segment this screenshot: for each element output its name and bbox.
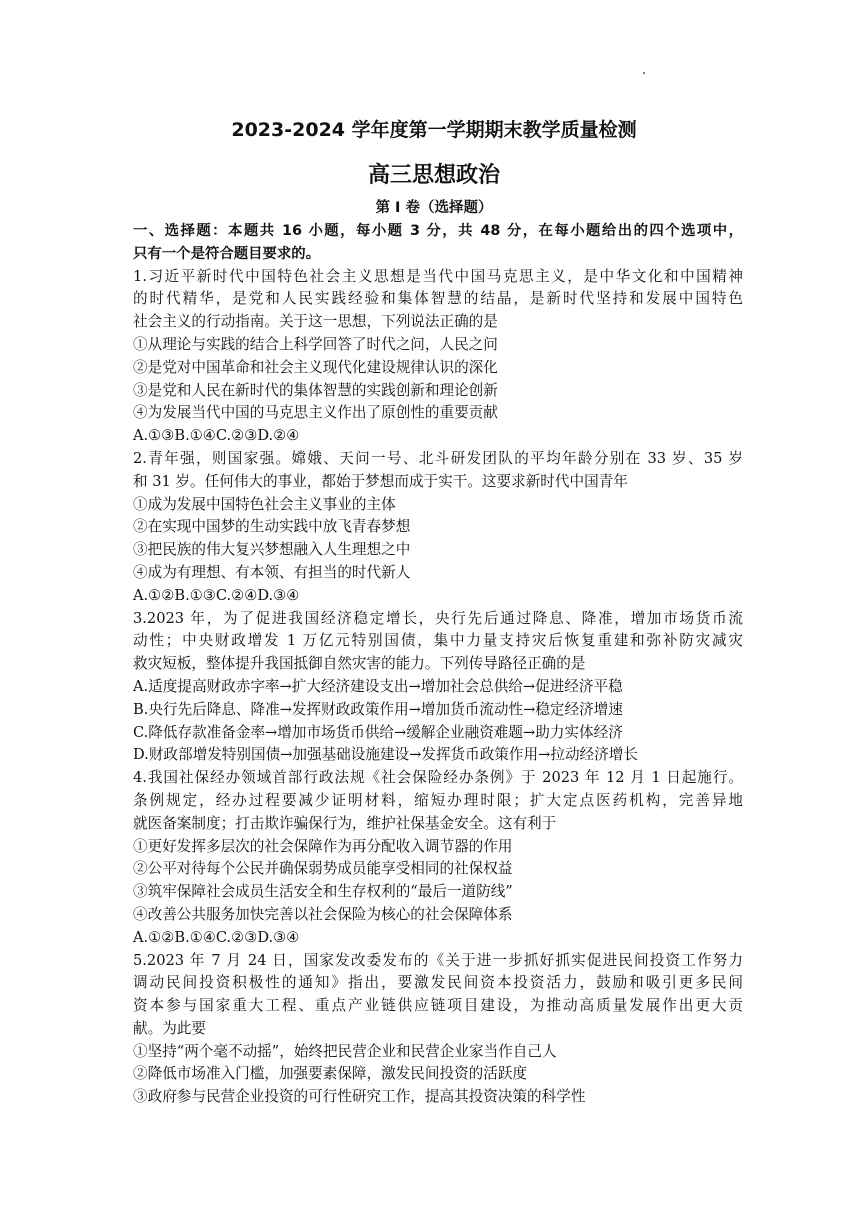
question-stem-line: 3.2023 年，为了促进我国经济稳定增长，央行先后通过降息、降准，增加市场货币流 [133, 609, 743, 627]
question-option: ③把民族的伟大复兴梦想融入人生理想之中 [133, 541, 411, 559]
question-option: B.央行先后降息、降准→发挥财政政策作用→增加货币流动性→稳定经济增速 [133, 700, 623, 718]
question-2 [133, 448, 743, 608]
question-4 [133, 767, 743, 949]
question-stem-line: 的时代精华，是党和人民实践经验和集体智慧的结晶，是新时代坚持和发展中国特色 [133, 290, 743, 308]
question-option: ④改善公共服务加快完善以社会保险为核心的社会保障体系 [133, 905, 513, 923]
question-stem-line: 2.青年强，则国家强。嫦娥、天问一号、北斗研发团队的平均年龄分别在 33 岁、35 岁 [133, 449, 743, 467]
question-stem-line: 调动民间投资积极性的通知》指出，要激发民间资本投资活力，鼓励和吸引更多民间 [133, 974, 743, 992]
question-stem-line: 就医备案制度；打击欺诈骗保行为，维护社保基金安全。这有利于 [133, 814, 557, 832]
question-option: ①坚持“两个毫不动摇”，始终把民营企业和民营企业家当作自己人 [133, 1042, 557, 1060]
question-option: ②是党对中国革命和社会主义现代化建设规律认识的深化 [133, 358, 498, 376]
question-stem-line: 社会主义的行动指南。关于这一思想，下列说法正确的是 [133, 313, 498, 331]
question-option: C.降低存款准备金率→增加市场货币供给→缓解企业融资难题→助力实体经济 [133, 723, 623, 741]
question-option: ①更好发挥多层次的社会保障作为再分配收入调节器的作用 [133, 837, 513, 855]
question-1 [133, 266, 743, 448]
subject-title: 高三思想政治 [367, 163, 500, 188]
question-stem-line: 1.习近平新时代中国特色社会主义思想是当代中国马克思主义，是中华文化和中国精神 [133, 267, 743, 285]
exam-title: 2023-2024 学年度第一学期期末教学质量检测 [231, 119, 637, 141]
question-option: ③政府参与民营企业投资的可行性研究工作，提高其投资决策的科学性 [133, 1088, 586, 1106]
question-stem-line: 献。为此要 [133, 1019, 206, 1037]
corner-dot [643, 72, 645, 74]
question-stem-line: 资本参与国家重大工程、重点产业链供应链项目建设，为推动高质量发展作出更大贡 [133, 997, 743, 1015]
question-stem-line: 5.2023 年 7 月 24 日，国家发改委发布的《关于进一步抓好抓实促进民间投资工作努力 [133, 951, 743, 969]
section-instruction [133, 220, 743, 266]
instruction-line: 一、选择题：本题共 16 小题，每小题 3 分，共 48 分，在每小题给出的四个选项中， [133, 223, 743, 239]
question-stem-line: 救灾短板，整体提升我国抵御自然灾害的能力。下列传导路径正确的是 [133, 655, 586, 673]
answer-choices: A.①②B.①④C.②③D.③④ [133, 928, 300, 946]
part-title: 第 I 卷（选择题） [375, 200, 493, 216]
question-option: ①从理论与实践的结合上科学回答了时代之问，人民之问 [133, 335, 498, 353]
question-option: ②公平对待每个公民并确保弱势成员能享受相同的社保权益 [133, 860, 513, 878]
question-option: A.适度提高财政赤字率→扩大经济建设支出→增加社会总供给→促进经济平稳 [133, 677, 623, 695]
question-5 [133, 950, 743, 1110]
question-stem-line: 和 31 岁。任何伟大的事业，都始于梦想而成于实干。这要求新时代中国青年 [133, 472, 628, 490]
answer-choices: A.①③B.①④C.②③D.②④ [133, 427, 300, 445]
question-option: ①成为发展中国特色社会主义事业的主体 [133, 495, 396, 513]
question-option: ④为发展当代中国的马克思主义作出了原创性的重要贡献 [133, 404, 498, 422]
question-option: ③是党和人民在新时代的集体智慧的实践创新和理论创新 [133, 381, 498, 399]
question-stem-line: 动性；中央财政增发 1 万亿元特别国债，集中力量支持灾后恢复重建和弥补防灾减灾 [133, 632, 743, 650]
question-option: ②降低市场准入门槛，加强要素保障，激发民间投资的活跃度 [133, 1065, 528, 1083]
question-option: ②在实现中国梦的生动实践中放飞青春梦想 [133, 518, 411, 536]
question-3 [133, 608, 743, 768]
question-stem-line: 条例规定，经办过程要减少证明材料，缩短办理时限；扩大定点医药机构，完善异地 [133, 791, 743, 809]
question-option: ③筑牢保障社会成员生活安全和生存权利的“最后一道防线” [133, 883, 513, 901]
answer-choices: A.①②B.①③C.②④D.③④ [133, 586, 300, 604]
question-option: ④成为有理想、有本领、有担当的时代新人 [133, 563, 411, 581]
question-stem-line: 4.我国社保经办领域首部行政法规《社会保险经办条例》于 2023 年 12 月 1 日起施行。 [133, 769, 743, 787]
question-option: D.财政部增发特别国债→加强基础设施建设→发挥货币政策作用→拉动经济增长 [133, 746, 638, 764]
instruction-line: 只有一个是符合题目要求的。 [133, 245, 321, 262]
exam-content [133, 220, 743, 1109]
